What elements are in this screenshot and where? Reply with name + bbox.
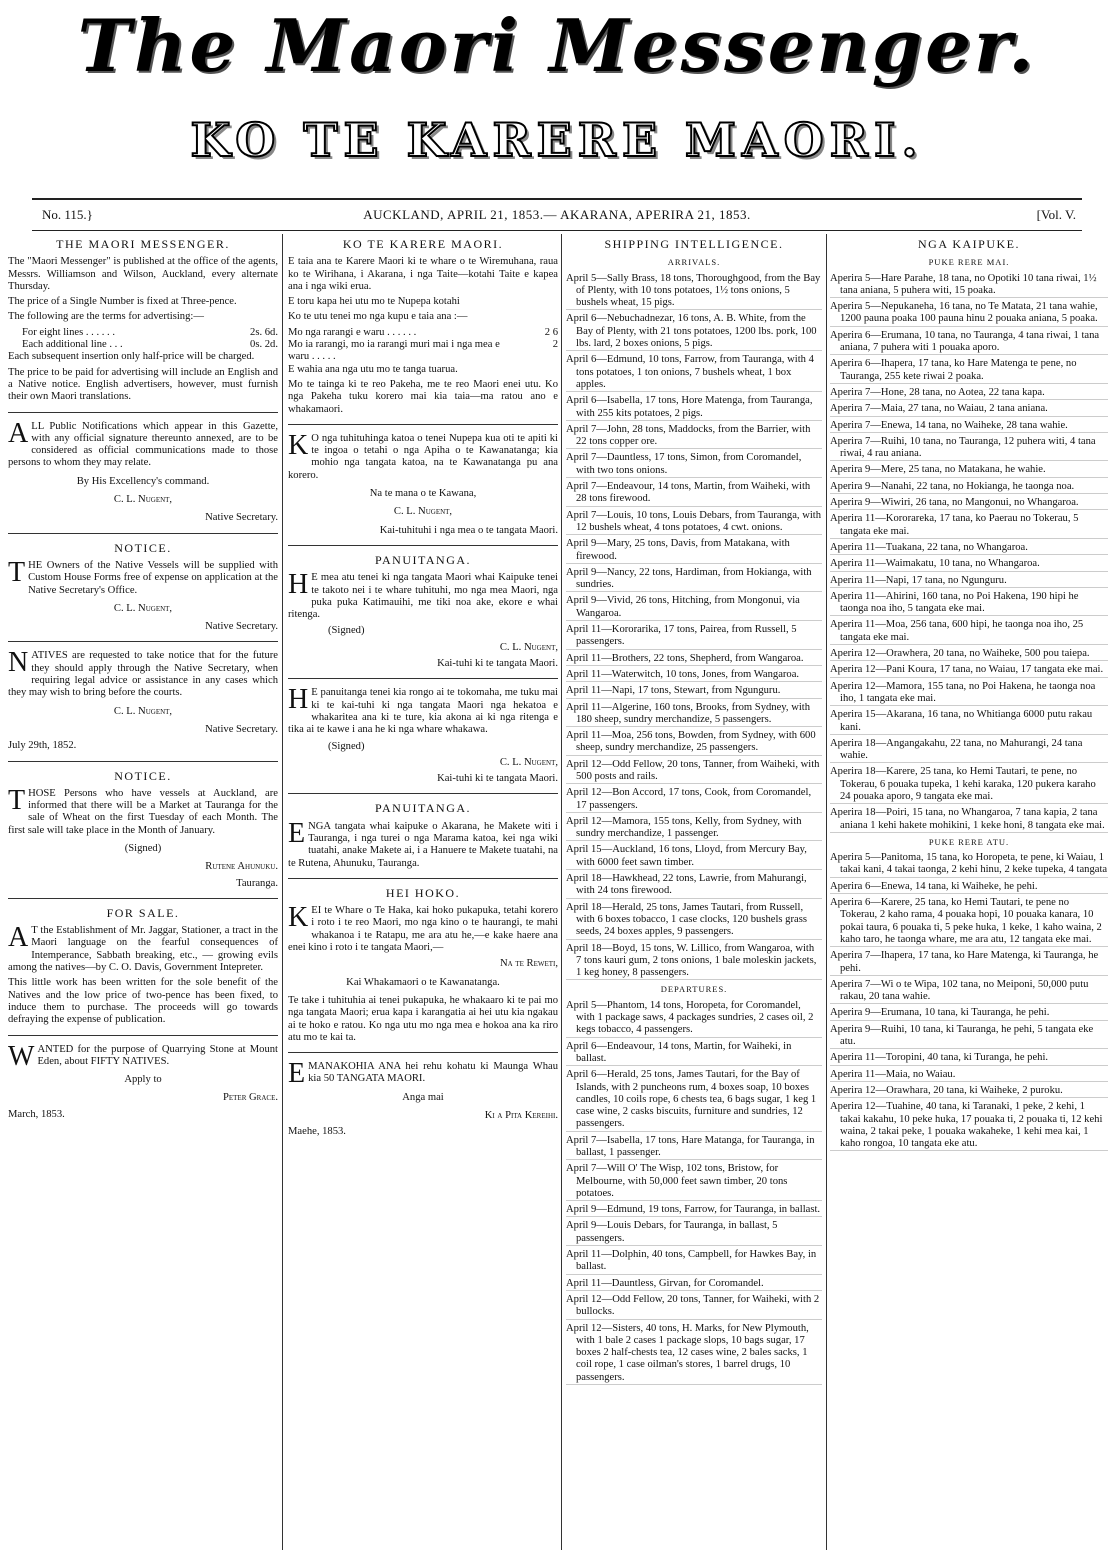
kaipuke-arrival-entry: Aperira 7—Ruihi, 10 tana, no Tauranga, 12 puhera witi, 4 tana riwai, 4 rau aniana.: [830, 436, 1108, 462]
departures-list: [566, 1000, 822, 1385]
shipping-departure-entry: April 6—Herald, 25 tons, James Tautari, for the Bay of Islands, with 2 puncheons rum, 4 boxes soap, 10 boxes candles, 10 coils rope, 6 chests tea, 6 bags sugar, 1 keg 1 case wine, 2 casks biscuits, furniture and sundries, 12 passengers.: [566, 1069, 822, 1131]
notice-text: MANAKOHIA ANA hei rehu kohatu ki Maunga Whau kia 50 TANGATA MAORI.: [308, 1061, 558, 1085]
notice-paragraph: [8, 784, 278, 837]
kaipuke-departure-entry: Aperira 11—Maia, no Waiau.: [830, 1069, 1108, 1082]
drop-cap: A: [8, 922, 29, 954]
paragraph: The price of a Single Number is fixed at Three-pence.: [8, 296, 237, 308]
notice-paragraph: [288, 1058, 558, 1090]
signature: Ki a Pita Kereihi.: [484, 1110, 558, 1122]
column-divider: [282, 234, 283, 1550]
shipping-departure-entry: April 11—Dauntless, Girvan, for Coromandel.: [566, 1278, 822, 1291]
notice-date: March, 1853.: [8, 1108, 65, 1120]
paragraph: E toru kapa hei utu mo te Nupepa kotahi: [288, 296, 460, 308]
shipping-departure-entry: April 11—Dolphin, 40 tons, Campbell, for Hawkes Bay, in ballast.: [566, 1249, 822, 1275]
divider: [8, 641, 278, 642]
kaipuke-arrival-entry: Aperira 7—Maia, 27 tana, no Waiau, 2 tana aniana.: [830, 403, 1108, 416]
section-heading: NGA KAIPUKE.: [918, 237, 1020, 251]
signature: C. L. Nugent,: [113, 494, 173, 506]
kaipuke-arrival-entry: Aperira 11—Tuakana, 22 tana, no Whangaroa.: [830, 542, 1108, 555]
shipping-departure-entry: April 12—Odd Fellow, 20 tons, Tanner, for Waiheki, with 2 bullocks.: [566, 1294, 822, 1320]
shipping-arrival-entry: April 18—Boyd, 15 tons, W. Lillico, from Wangaroa, with 7 tons kauri gum, 2 tons onions, 1 bale moleskin jackets, 1 keg honey, 8 passengers.: [566, 943, 822, 981]
notice-text: NGA tangata whai kaipuke o Akarana, he Makete witi i Tauranga, i nga turei o nga Marama katoa, kei nga wiki tuatahi, anake Makete ai, i a Hanuere te Makete tuatahi, na te Rutena, Ahunuku, Tauranga.: [288, 820, 558, 869]
shipping-arrival-entry: April 12—Mamora, 155 tons, Kelly, from Sydney, with sundry merchandize, 1 passenger.: [566, 816, 822, 842]
kaipuke-arrival-entry: Aperira 12—Pani Koura, 17 tana, no Waiau, 17 tangata eke mai.: [830, 664, 1108, 677]
drop-cap: A: [8, 417, 29, 449]
rate-row: [8, 339, 278, 351]
kaipuke-departure-entry: Aperira 9—Erumana, 10 tana, ki Tauranga, he pehi.: [830, 1007, 1108, 1020]
signature: C. L. Nugent,: [499, 641, 558, 653]
rate-label: Each additional line . . .: [22, 339, 123, 351]
shipping-arrival-entry: April 7—John, 28 tons, Maddocks, from the Barrier, with 22 tons copper ore.: [566, 424, 822, 450]
divider: [8, 533, 278, 534]
notice-paragraph: [8, 647, 278, 699]
notice-paragraph: [8, 417, 278, 470]
subsection-heading: PUKE RERE ATU.: [928, 836, 1010, 847]
shipping-arrival-entry: April 7—Dauntless, 17 tons, Simon, from Coromandel, with two tons onions.: [566, 452, 822, 478]
kaipuke-arrival-entry: Aperira 11—Napi, 17 tana, no Ngunguru.: [830, 575, 1108, 588]
paragraph: This little work has been written for the sole benefit of the Natives and the low price of two-pence has been fixed, to induce them to purchase. The proceeds will go towards defraying the expense of publication.: [8, 977, 278, 1026]
notice-date: July 29th, 1852.: [8, 740, 77, 752]
kaipuke-departure-entry: Aperira 7—Wi o te Wipa, 102 tana, no Meiponi, 50,000 putu rakau, 20 tana wahie.: [830, 979, 1108, 1005]
drop-cap: K: [288, 902, 309, 934]
notice-text: E panuitanga tenei kia rongo ai te tokomaha, me tuku mai ki te kai-tuhi ki nga tangata Maori nga hekatoa e whakaritea ana ki te ture, kia akona ai ki nga ritenga e tika ai te kawe i ana he ki nga whare whakawa.: [288, 687, 558, 736]
section-heading: NOTICE.: [114, 768, 172, 783]
shipping-departure-entry: April 7—Isabella, 17 tons, Hare Matanga, for Tauranga, in ballast, 1 passenger.: [566, 1135, 822, 1161]
notice-text: HOSE Persons who have vessels at Auckland, are informed that there will be a Market at Tauranga for the sale of Wheat on the first Tuesday of each Month. The first sale will take place in the Month of January.: [8, 787, 278, 836]
kaipuke-arrival-entry: Aperira 7—Enewa, 14 tana, no Waiheke, 28 tana wahie.: [830, 420, 1108, 433]
rate-row: [8, 327, 278, 339]
notice-text: ANTED for the purpose of Quarrying Stone at Mount Eden, about FIFTY NATIVES.: [37, 1043, 278, 1067]
signature: Peter Grace.: [222, 1092, 278, 1104]
notice-paragraph: [288, 429, 558, 482]
shipping-arrival-entry: April 11—Brothers, 22 tons, Shepherd, from Wangaroa.: [566, 653, 822, 666]
divider: [288, 424, 558, 425]
kaipuke-departure-entry: Aperira 12—Tuahine, 40 tana, ki Taranaki, 1 peke, 2 kehi, 1 takai kakahu, 10 peke huka, 17 pouaka ti, 2 pouaka ti, 12 kehi waina, 2 takai peke, 1 pouaka wakaheke, 1 kehi mea kai, 1 kaho rongoa, 10 tangata eke atu.: [830, 1101, 1108, 1151]
rate-row: [288, 339, 558, 364]
section-heading: NOTICE.: [114, 540, 172, 555]
notice-text: HE Owners of the Native Vessels will be supplied with Custom House Forms free of expense on application at the Native Secretary's Office.: [28, 559, 278, 596]
divider: [288, 1052, 558, 1053]
kaipuke-departure-entry: Aperira 6—Enewa, 14 tana, ki Waiheke, he pehi.: [830, 881, 1108, 894]
kaipuke-departure-entry: Aperira 11—Toropini, 40 tana, ki Turanga, he pehi.: [830, 1052, 1108, 1065]
rate-value: 2s. 6d.: [250, 326, 278, 338]
signed-label: (Signed): [124, 842, 162, 854]
kaipuke-arrival-entry: Aperira 12—Mamora, 155 tana, no Poi Hakena, he taonga noa iho, 1 tangata eke mai.: [830, 681, 1108, 707]
divider: [288, 678, 558, 679]
drop-cap: H: [288, 569, 309, 601]
signature-title: Native Secretary.: [205, 512, 278, 524]
section-heading: KO TE KARERE MAORI.: [342, 237, 504, 251]
divider: [288, 878, 558, 879]
subsection-heading: PUKE RERE MAI.: [928, 257, 1010, 268]
notice-text: LL Public Notifications which appear in this Gazette, with any official signature thereunto annexed, are to be considered as official communications made to those persons to whom they may relate.: [8, 420, 278, 469]
section-heading: HEI HOKO.: [385, 885, 461, 900]
column-1: [8, 236, 278, 1546]
dateline-text: AUCKLAND, APRIL 21, 1853.— AKARANA, APERIRA 21, 1853.: [363, 207, 751, 222]
shipping-arrival-entry: April 6—Edmund, 10 tons, Farrow, from Tauranga, with 4 tons potatoes, 1 ton onions, 7 bushels wheat, 1 box apples.: [566, 354, 822, 392]
kaipuke-departure-entry: Aperira 9—Ruihi, 10 tana, ki Tauranga, he pehi, 5 tangata eke atu.: [830, 1024, 1108, 1050]
signature: Na te Reweti,: [499, 958, 558, 970]
kaipuke-arrival-entry: Aperira 7—Hone, 28 tana, no Aotea, 22 tana kapa.: [830, 387, 1108, 400]
notice-text: ATIVES are requested to take notice that for the future they should apply through the Native Secretary, when requiring legal advice or assistance in any cases which they may wish to bring before the courts.: [8, 650, 278, 699]
rate-label: Mo nga rarangi e waru . . . . . .: [288, 326, 417, 338]
shipping-arrival-entry: April 18—Hawkhead, 22 tons, Lawrie, from Mahurangi, with 24 tons firewood.: [566, 873, 822, 899]
shipping-arrival-entry: April 11—Kororarika, 17 tons, Pairea, from Russell, 5 passengers.: [566, 624, 822, 650]
divider: [8, 412, 278, 413]
divider: [288, 793, 558, 794]
kaipuke-arrival-entry: Aperira 18—Poiri, 15 tana, no Whangaroa, 7 tana kapia, 2 tana aniana 1 kehi hakete mohikini, 1 keke honi, 8 tangata eke mai.: [830, 807, 1108, 833]
shipping-arrival-entry: April 11—Algerine, 160 tons, Brooks, from Sydney, with 180 sheep, sundry merchandize, 5 passengers.: [566, 702, 822, 728]
dateline-rule: [32, 230, 1082, 231]
column-3: [566, 236, 822, 1546]
column-2: [288, 236, 558, 1546]
signed-label: (Signed): [328, 740, 365, 752]
subsection-heading: DEPARTURES.: [660, 984, 728, 995]
shipping-departure-entry: April 9—Louis Debars, for Tauranga, in ballast, 5 passengers.: [566, 1220, 822, 1246]
shipping-arrival-entry: April 15—Auckland, 16 tons, Lloyd, from Mercury Bay, with 6000 feet sawn timber.: [566, 844, 822, 870]
rate-row: [288, 327, 558, 339]
drop-cap: E: [288, 1058, 306, 1090]
signature: Rutene Ahunuku.: [205, 861, 278, 873]
anga-label: Anga mai: [402, 1091, 444, 1103]
kaipuke-arrival-entry: Aperira 6—Erumana, 10 tana, no Tauranga, 4 tana riwai, 1 tana aniana, 7 puhera witi 1 pouaka aporo.: [830, 330, 1108, 356]
kaipuke-arrival-entry: Aperira 11—Ahirini, 160 tana, no Poi Hakena, 190 hipi he taonga noa iho, 5 tangata eke mai.: [830, 591, 1108, 617]
shipping-arrival-entry: April 6—Isabella, 17 tons, Hore Matenga, from Tauranga, with 255 kits potatoes, 2 pigs.: [566, 395, 822, 421]
notice-paragraph: [288, 684, 558, 736]
shipping-arrival-entry: April 18—Herald, 25 tons, James Tautari, from Russell, with 6 boxes tobacco, 1 case clocks, 120 bushels grass seeds, 24 boxes apples, 9 passengers.: [566, 902, 822, 940]
masthead-title: The Maori Messenger.: [77, 3, 1037, 88]
column-divider: [826, 234, 827, 1550]
drop-cap: W: [8, 1040, 35, 1072]
issue-number: No. 115.}: [42, 207, 93, 222]
section-heading: FOR SALE.: [106, 905, 180, 920]
shipping-departure-entry: April 6—Endeavour, 14 tons, Martin, for Waiheki, in ballast.: [566, 1041, 822, 1067]
notice-paragraph: [8, 556, 278, 597]
drop-cap: T: [8, 784, 26, 816]
kaipuke-departure-entry: Aperira 12—Orawhara, 20 tana, ki Waiheke, 2 puroku.: [830, 1085, 1108, 1098]
notice-paragraph: [8, 922, 278, 974]
apply-label: Apply to: [124, 1074, 162, 1086]
column-4: [830, 236, 1108, 1546]
rate-label: For eight lines . . . . . .: [22, 326, 115, 338]
shipping-arrival-entry: April 9—Nancy, 22 tons, Hardiman, from Hokianga, with sundries.: [566, 567, 822, 593]
kaipuke-arrival-entry: Aperira 5—Hare Parahe, 18 tana, no Opotiki 10 tana riwai, 1½ tana aniana, 5 puhera witi, 15 poaka.: [830, 273, 1108, 299]
shipping-arrival-entry: April 7—Endeavour, 14 tons, Martin, from Waiheki, with 28 tons firewood.: [566, 481, 822, 507]
section-heading: PANUITANGA.: [374, 552, 472, 567]
command-line: Na te mana o te Kawana,: [369, 488, 477, 500]
notice-date: Maehe, 1853.: [288, 1126, 346, 1138]
rate-label: Mo ia rarangi, mo ia rarangi muri mai i nga mea e waru . . . . .: [288, 339, 500, 363]
notice-paragraph: [8, 1040, 278, 1072]
column-divider: [561, 234, 562, 1550]
shipping-departure-entry: April 9—Edmund, 19 tons, Farrow, for Tauranga, in ballast.: [566, 1204, 822, 1217]
signature-place: Tauranga.: [236, 877, 278, 889]
signature: C. L. Nugent,: [499, 756, 558, 768]
kaipuke-departure-entry: Aperira 6—Karere, 25 tana, ko Hemi Tautari, te pene no Tokerau, 2 kaho rama, 4 pouaka hopi, 10 pouaka kanara, 10 pokai taura, 6 pouaka ti, 5 peke huka, 1 keke, 1 kaho waina, 2 kaho taro, he taonga whare, me ara atu, 12 tangata eke mai.: [830, 897, 1108, 947]
shipping-arrival-entry: April 12—Bon Accord, 17 tons, Cook, from Coromandel, 17 passengers.: [566, 787, 822, 813]
paragraph: Mo te tainga ki te reo Pakeha, me te reo Maori enei utu. Ko nga Pakeha tuku korero mai kia taia—ma ratou ano e whakamaori.: [288, 378, 558, 415]
section-heading: PANUITANGA.: [374, 801, 472, 816]
kaipuke-arrival-entry: Aperira 9—Nanahi, 22 tana, no Hokianga, he taonga noa.: [830, 481, 1108, 494]
drop-cap: K: [288, 429, 309, 461]
section-heading: THE MAORI MESSENGER.: [56, 237, 230, 251]
subsection-heading: ARRIVALS.: [667, 257, 721, 268]
masthead: [0, 0, 1114, 180]
shipping-arrival-entry: April 7—Louis, 10 tons, Louis Debars, from Tauranga, with 12 bushels wheat, 4 tons potatoes, 4 cwt. onions.: [566, 510, 822, 536]
signed-label: (Signed): [328, 625, 365, 637]
kaipuke-arrival-entry: Aperira 11—Kororareka, 17 tana, ko Paerau no Tokerau, 5 tangata eke mai.: [830, 513, 1108, 539]
shipping-arrival-entry: April 11—Napi, 17 tons, Stewart, from Ngunguru.: [566, 685, 822, 698]
signature-title: Kai Whakamaori o te Kawanatanga.: [346, 976, 500, 988]
section-heading: SHIPPING INTELLIGENCE.: [604, 237, 784, 251]
rate-value: 0s. 2d.: [250, 339, 278, 351]
kaipuke-arrival-entry: Aperira 11—Moa, 256 tana, 600 hipi, he taonga noa iho, 25 tangata eke mai.: [830, 619, 1108, 645]
rate-value: 2: [552, 339, 558, 351]
shipping-departure-entry: April 5—Phantom, 14 tons, Horopeta, for Coromandel, with 1 package saws, 4 packages sundries, 2 cases oil, 2 kegs tobacco, 4 passengers.: [566, 1000, 822, 1038]
signature-title: Native Secretary.: [205, 621, 278, 633]
divider: [8, 898, 278, 899]
notice-paragraph: [288, 569, 558, 621]
signature: C. L. Nugent,: [393, 506, 453, 518]
signature-title: Kai-tuhi ki te tangata Maori.: [437, 773, 558, 785]
notice-text: O nga tuhituhinga katoa o tenei Nupepa kua oti te apiti ki te ingoa o tetahi o nga Apiha o te Kawanatanga; kia mohio nga tangata katoa, na te Kawanatanga pu ana korero.: [288, 432, 558, 481]
paragraph: Ko te utu tenei mo nga kupu e taia ana :—: [288, 311, 468, 323]
drop-cap: H: [288, 684, 309, 716]
paragraph: Each subsequent insertion only half-price will be charged.: [8, 351, 255, 363]
shipping-arrival-entry: April 11—Moa, 256 tons, Bowden, from Sydney, with 600 sheep, sundry merchandize, 25 passengers.: [566, 730, 822, 756]
shipping-arrival-entry: April 5—Sally Brass, 18 tons, Thoroughgood, from the Bay of Plenty, with 10 tons potatoes, 1½ tons onions, 5 bushels wheat, 15 pigs.: [566, 273, 822, 311]
divider: [288, 545, 558, 546]
kaipuke-arrival-entry: Aperira 12—Orawhera, 20 tana, no Waiheke, 500 pou taiepa.: [830, 648, 1108, 661]
volume-number: [Vol. V.: [1036, 207, 1076, 222]
paragraph: Te take i tuhituhia ai tenei pukapuka, he whakaaro ki te pai mo nga tangata Maori; erua kapa i karangatia ai hei utu kia ngakau ai te hoko e ratou. Ko nga utu mo nga mea e hokoa ana ka riro atu mo te kai ta.: [288, 994, 558, 1043]
kaipuke-arrival-entry: Aperira 6—Ihapera, 17 tana, ko Hare Matenga te pene, no Tauranga, 255 kete riwai 2 poaka.: [830, 358, 1108, 384]
kaipuke-arrival-entry: Aperira 9—Wiwiri, 26 tana, no Mangonui, no Whangaroa.: [830, 497, 1108, 510]
signature: C. L. Nugent,: [113, 705, 173, 717]
notice-paragraph: [288, 817, 558, 870]
signature-title: Kai-tuhi ki te tangata Maori.: [437, 658, 558, 670]
arrivals-list: [830, 273, 1108, 833]
kaipuke-arrival-entry: Aperira 11—Waimakatu, 10 tana, no Whangaroa.: [830, 558, 1108, 571]
masthead-subtitle: KO TE KARERE MAORI.: [190, 113, 924, 167]
kaipuke-departure-entry: Aperira 7—Ihapera, 17 tana, ko Hare Matenga, ki Tauranga, he pehi.: [830, 950, 1108, 976]
paragraph: The price to be paid for advertising will include an English and a Native notice. English advertisers, however, must furnish their own Maori translations.: [8, 366, 278, 403]
paragraph: The "Maori Messenger" is published at the office of the agents, Messrs. Williamson and Wilson, Auckland, every alternate Thursday.: [8, 256, 278, 292]
shipping-departure-entry: April 12—Sisters, 40 tons, H. Marks, for New Plymouth, with 1 bale 2 cases 1 package slops, 10 bags sugar, 17 boxes 2 half-chests tea, 12 cases wine, 2 bales sacks, 1 coil rope, 1 case oilman's stores, 1 barrel drugs, 10 passengers.: [566, 1323, 822, 1385]
command-line: By His Excellency's command.: [76, 475, 210, 487]
kaipuke-arrival-entry: Aperira 18—Karere, 25 tana, ko Hemi Tautari, te pene, no Tokerau, 6 pouaka tupeka, 1 kehi karaka, 120 pukera karaho 24 pouaka aporo, 9 tangata eke mai.: [830, 766, 1108, 804]
kaipuke-arrival-entry: Aperira 15—Akarana, 16 tana, no Whitianga 6000 putu rakau kani.: [830, 709, 1108, 735]
top-rule: [32, 198, 1082, 200]
paragraph: E wahia ana nga utu mo te tanga tuarua.: [288, 363, 458, 375]
paragraph: The following are the terms for advertising:—: [8, 311, 204, 323]
signature-title: Kai-tuhituhi i nga mea o te tangata Maori.: [379, 524, 558, 536]
paragraph: E taia ana te Karere Maori ki te whare o te Wiremuhana, raua ko te Wirihana, i Akarana, i nga Taite—kotahi Taite e kapea ana i nga wiki erua.: [288, 256, 558, 292]
dateline: [32, 204, 1082, 226]
kaipuke-arrival-entry: Aperira 9—Mere, 25 tana, no Matakana, he wahie.: [830, 464, 1108, 477]
divider: [8, 761, 278, 762]
shipping-arrival-entry: April 12—Odd Fellow, 20 tons, Tanner, from Waiheki, with 500 posts and rails.: [566, 759, 822, 785]
drop-cap: E: [288, 817, 306, 849]
shipping-arrival-entry: April 11—Waterwitch, 10 tons, Jones, from Wangaroa.: [566, 669, 822, 682]
notice-text: E mea atu tenei ki nga tangata Maori whai Kaipuke tenei te takoto nei i te whare tuhituhi, mo nga mea Maori, nga puka puka Katimauihi, me tiki noa ake, ekore e whai ritenga.: [288, 572, 558, 621]
divider: [8, 1035, 278, 1036]
kaipuke-arrival-entry: Aperira 18—Angangakahu, 22 tana, no Mahurangi, 24 tana wahie.: [830, 738, 1108, 764]
drop-cap: T: [8, 556, 26, 588]
shipping-departure-entry: April 7—Will O' The Wisp, 102 tons, Bristow, for Melbourne, with 50,000 feet sawn timber, 20 tons potatoes.: [566, 1163, 822, 1201]
signature: C. L. Nugent,: [113, 602, 173, 614]
kaipuke-departure-entry: Aperira 5—Panitoma, 15 tana, ko Horopeta, te pene, ki Waiau, 1 takai kani, 4 takai taonga, 2 kehi hinu, 2 keke tupeka, 4 tangata: [830, 852, 1108, 878]
notice-paragraph: [288, 902, 558, 954]
arrivals-list: [566, 273, 822, 981]
shipping-arrival-entry: April 9—Mary, 25 tons, Davis, from Matakana, with firewood.: [566, 538, 822, 564]
notice-text: T the Establishment of Mr. Jaggar, Stationer, a tract in the Maori language on the fearful consequences of Intemperance, Sabbath breaking, etc., — growing evils among the natives—by C. O. Davis, Government Intepreter.: [8, 925, 278, 974]
departures-list: [830, 852, 1108, 1151]
kaipuke-arrival-entry: Aperira 5—Nepukaneha, 16 tana, no Te Matata, 21 tana wahie, 1200 pauna poaka 100 pauna hinu 2 pouaka aniana, 5 poaka.: [830, 301, 1108, 327]
drop-cap: N: [8, 647, 29, 679]
rate-value: 2 6: [544, 326, 558, 338]
signature-title: Native Secretary.: [205, 723, 278, 735]
shipping-arrival-entry: April 9—Vivid, 26 tons, Hitching, from Mongonui, via Wangaroa.: [566, 595, 822, 621]
notice-text: EI te Whare o Te Haka, kai hoko pukapuka, tetahi korero i roto i te reo Maori, mo nga kino o te haurangi, te mahi whakanoa i te Ratapu, me ara atu he,—e kake haere ana enei kino i roto i te tangata Maori,—: [288, 905, 558, 954]
shipping-arrival-entry: April 6—Nebuchadnezar, 16 tons, A. B. White, from the Bay of Plenty, with 21 tons potatoes, 1200 lbs. pork, 100 lbs. lard, 2 boxes onions, 5 pigs.: [566, 313, 822, 351]
